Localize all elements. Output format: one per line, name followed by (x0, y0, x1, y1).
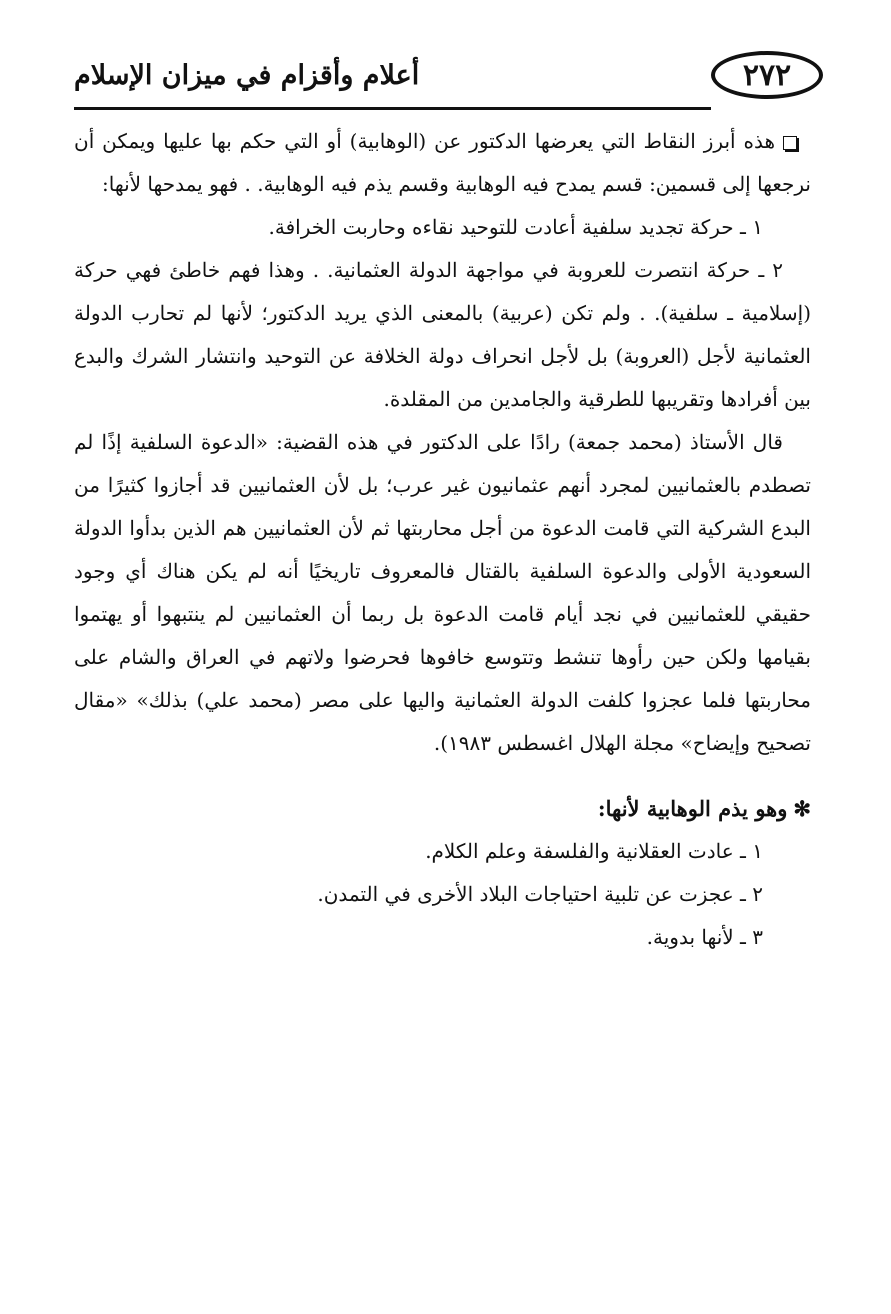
criticism-item-2: ٢ ـ عجزت عن تلبية احتياجات البلاد الأخرى في التمدن. (317, 882, 763, 906)
praise-item-2: ٢ ـ حركة انتصرت للعروبة في مواجهة الدولة العثمانية. . وهذا فهم خاطئ فهي حركة (إسلامية ـ سلفية). . ولم تكن (عربية) بالمعنى الذي يريد الدكتور؛ لأنها لم تحارب الدولة العثمانية لأجل (العروبة) بل لأجل انحراف دولة الخلافة عن التوحيد وانتشار الشرك والبدع بين أفرادها وتقريبها للطرقية والجامدين من المقلدة. (74, 258, 811, 411)
header-rule (74, 107, 711, 110)
page-number-badge: ٢٧٢ (711, 51, 823, 99)
asterisk-icon: ✻ (793, 796, 811, 821)
square-bullet-icon (783, 136, 797, 150)
criticism-item-3: ٣ ـ لأنها بدوية. (646, 925, 763, 949)
body-text (74, 120, 811, 959)
criticism-item-1: ١ ـ عادت العقلانية والفلسفة وعلم الكلام. (425, 839, 763, 863)
praise-item-1: ١ ـ حركة تجديد سلفية أعادت للتوحيد نقاءه وحاربت الخرافة. (268, 215, 763, 239)
criticism-heading-text: وهو يذم الوهابية لأنها: (597, 796, 788, 821)
criticism-heading (74, 787, 811, 830)
quote-paragraph: قال الأستاذ (محمد جمعة) رادًا على الدكتور في هذه القضية: «الدعوة السلفية إذًا لم تصطدم بالعثمانيين لمجرد أنهم عثمانيون غير عرب؛ بل لأن العثمانيين قد أجازوا كثيرًا من البدع الشركية التي قامت الدعوة من أجل محاربتها ثم لأن العثمانيين هم الذين بدأوا الدولة السعودية الأولى والدعوة السلفية بالقتال فالمعروف تاريخيًا أنه لم يكن هناك أي وجود حقيقي للعثمانيين في نجد أيام قامت الدعوة بل ربما أن العثمانيين لم ينتبهوا أو يهتموا بقيامها ولكن حين رأوها تنشط وتتوسع خافوها فحرضوا ولاتهم في العراق والشام على محاربتها فلما عجزوا كلفت الدولة العثمانية واليها على مصر (محمد علي) بذلك» «مقال تصحيح وإيضاح» مجلة الهلال اغسطس ١٩٨٣). (74, 430, 811, 755)
intro-paragraph (74, 120, 811, 206)
page-header (74, 40, 811, 110)
running-title: أعلام وأقزام في ميزان الإسلام (74, 59, 420, 91)
intro-text: هذه أبرز النقاط التي يعرضها الدكتور عن (الوهابية) أو التي حكم بها عليها ويمكن أن نرجعها إلى قسمين: قسم يمدح فيه الوهابية وقسم يذم فيه الوهابية. . فهو يمدحها لأنها: (74, 129, 811, 196)
